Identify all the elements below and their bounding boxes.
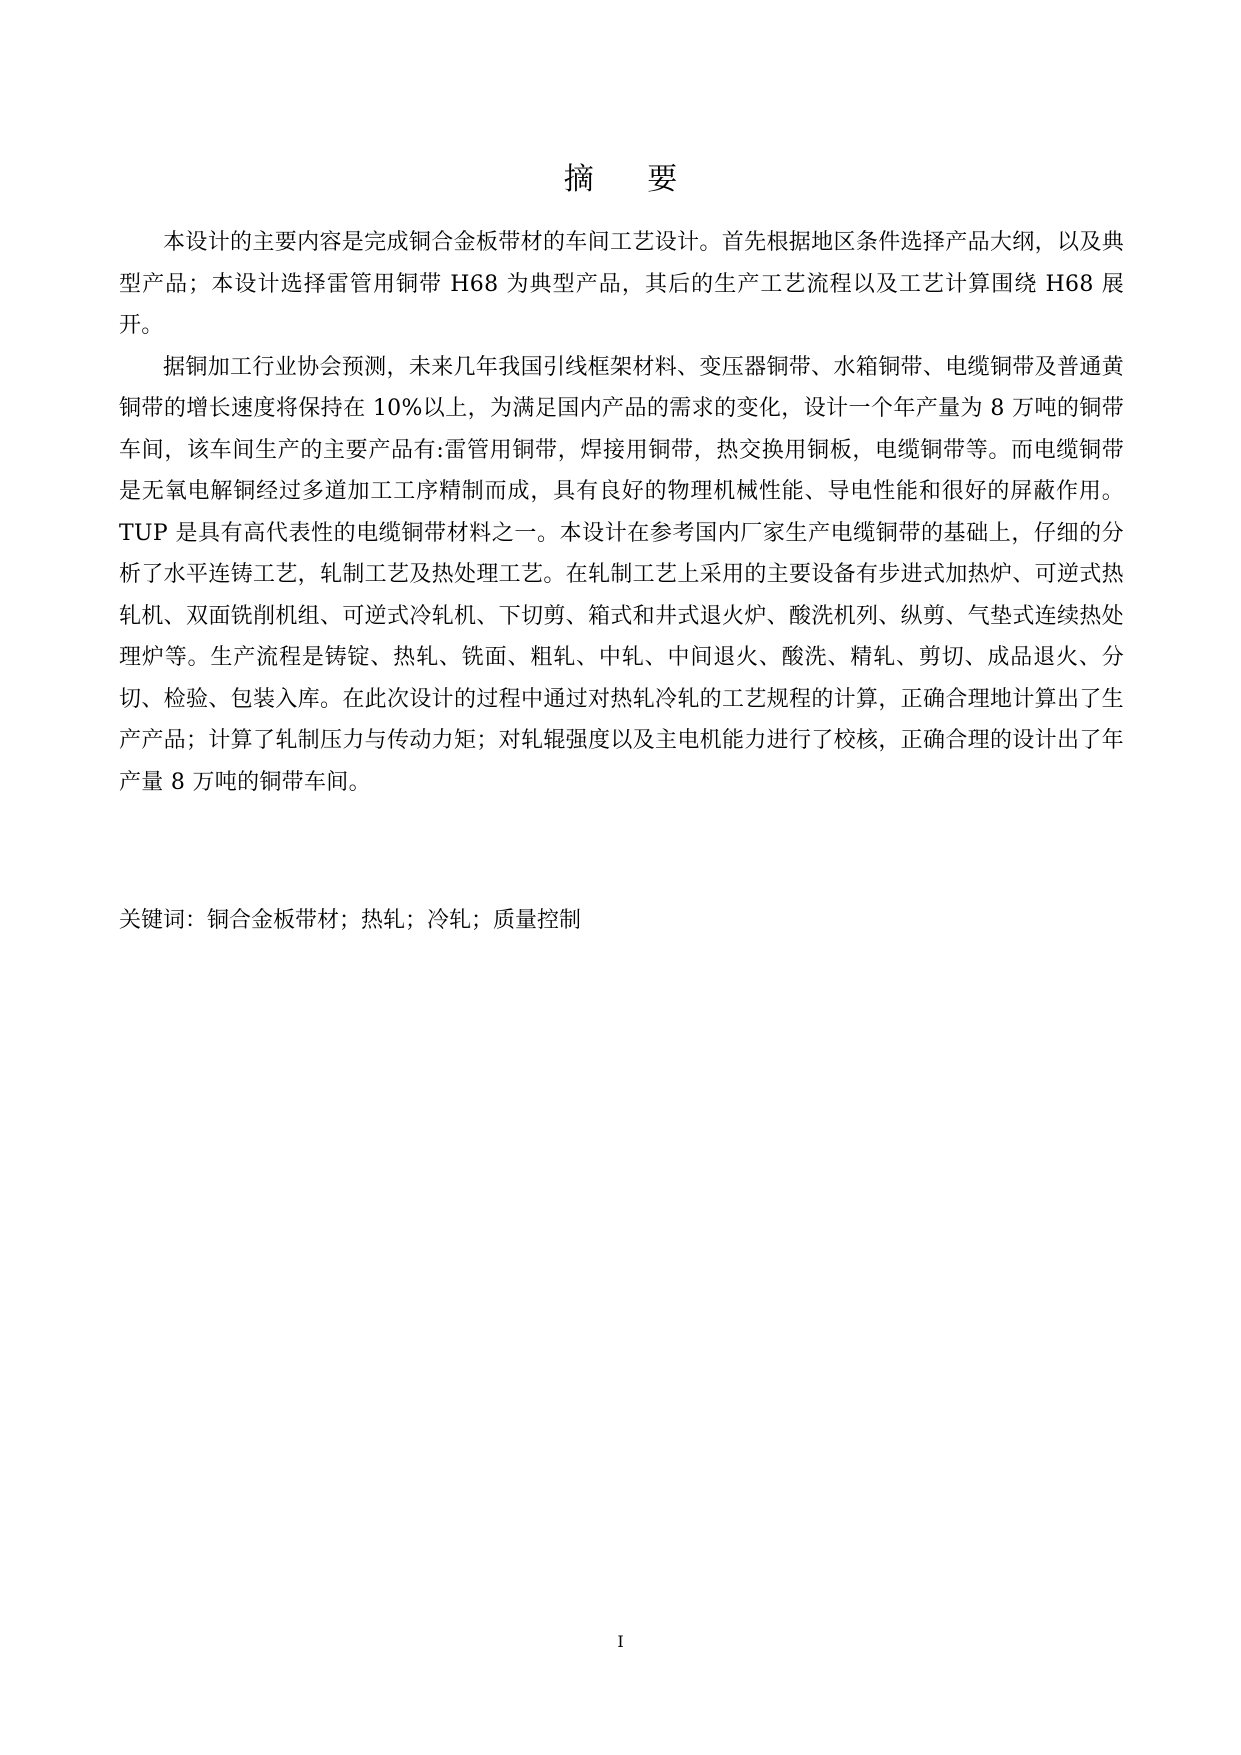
keywords-text: 铜合金板带材；热轧；冷轧；质量控制 <box>207 908 582 933</box>
page-title: 摘 要 <box>563 162 700 197</box>
keywords-line <box>119 906 1124 936</box>
abstract-paragraph-1: 本设计的主要内容是完成铜合金板带材的车间工艺设计。首先根据地区条件选择产品大纲，以及典型产品；本设计选择雷管用铜带 H68 为典型产品，其后的生产工艺流程以及工艺计算围绕 H68 展开。 <box>119 230 1124 338</box>
abstract-paragraph-2: 据铜加工行业协会预测，未来几年我国引线框架材料、变压器铜带、水箱铜带、电缆铜带及普通黄铜带的增长速度将保持在 10%以上，为满足国内产品的需求的变化，设计一个年产量为 8 万吨的铜带车间，该车间生产的主要产品有:雷管用铜带，焊接用铜带，热交换用铜板，电缆铜带等。而电缆铜带是无氧电解铜经过多道加工工序精制而成，具有良好的物理机械性能、导电性能和很好的屏蔽作用。TUP 是具有高代表性的电缆铜带材料之一。本设计在参考国内厂家生产电缆铜带的基础上，仔细的分析了水平连铸工艺，轧制工艺及热处理工艺。在轧制工艺上采用的主要设备有步进式加热炉、可逆式热轧机、双面铣削机组、可逆式冷轧机、下切剪、箱式和井式退火炉、酸洗机列、纵剪、气垫式连续热处理炉等。生产流程是铸锭、热轧、铣面、粗轧、中轧、中间退火、酸洗、精轧、剪切、成品退火、分切、检验、包装入库。在此次设计的过程中通过对热轧冷轧的工艺规程的计算，正确合理地计算出了生产产品；计算了轧制压力与传动力矩；对轧辊强度以及主电机能力进行了校核，正确合理的设计出了年产量 8 万吨的铜带车间。 <box>119 354 1124 795</box>
keywords-label: 关键词： <box>119 908 208 933</box>
page-number: I <box>617 1632 624 1651</box>
abstract-body <box>119 222 1124 803</box>
